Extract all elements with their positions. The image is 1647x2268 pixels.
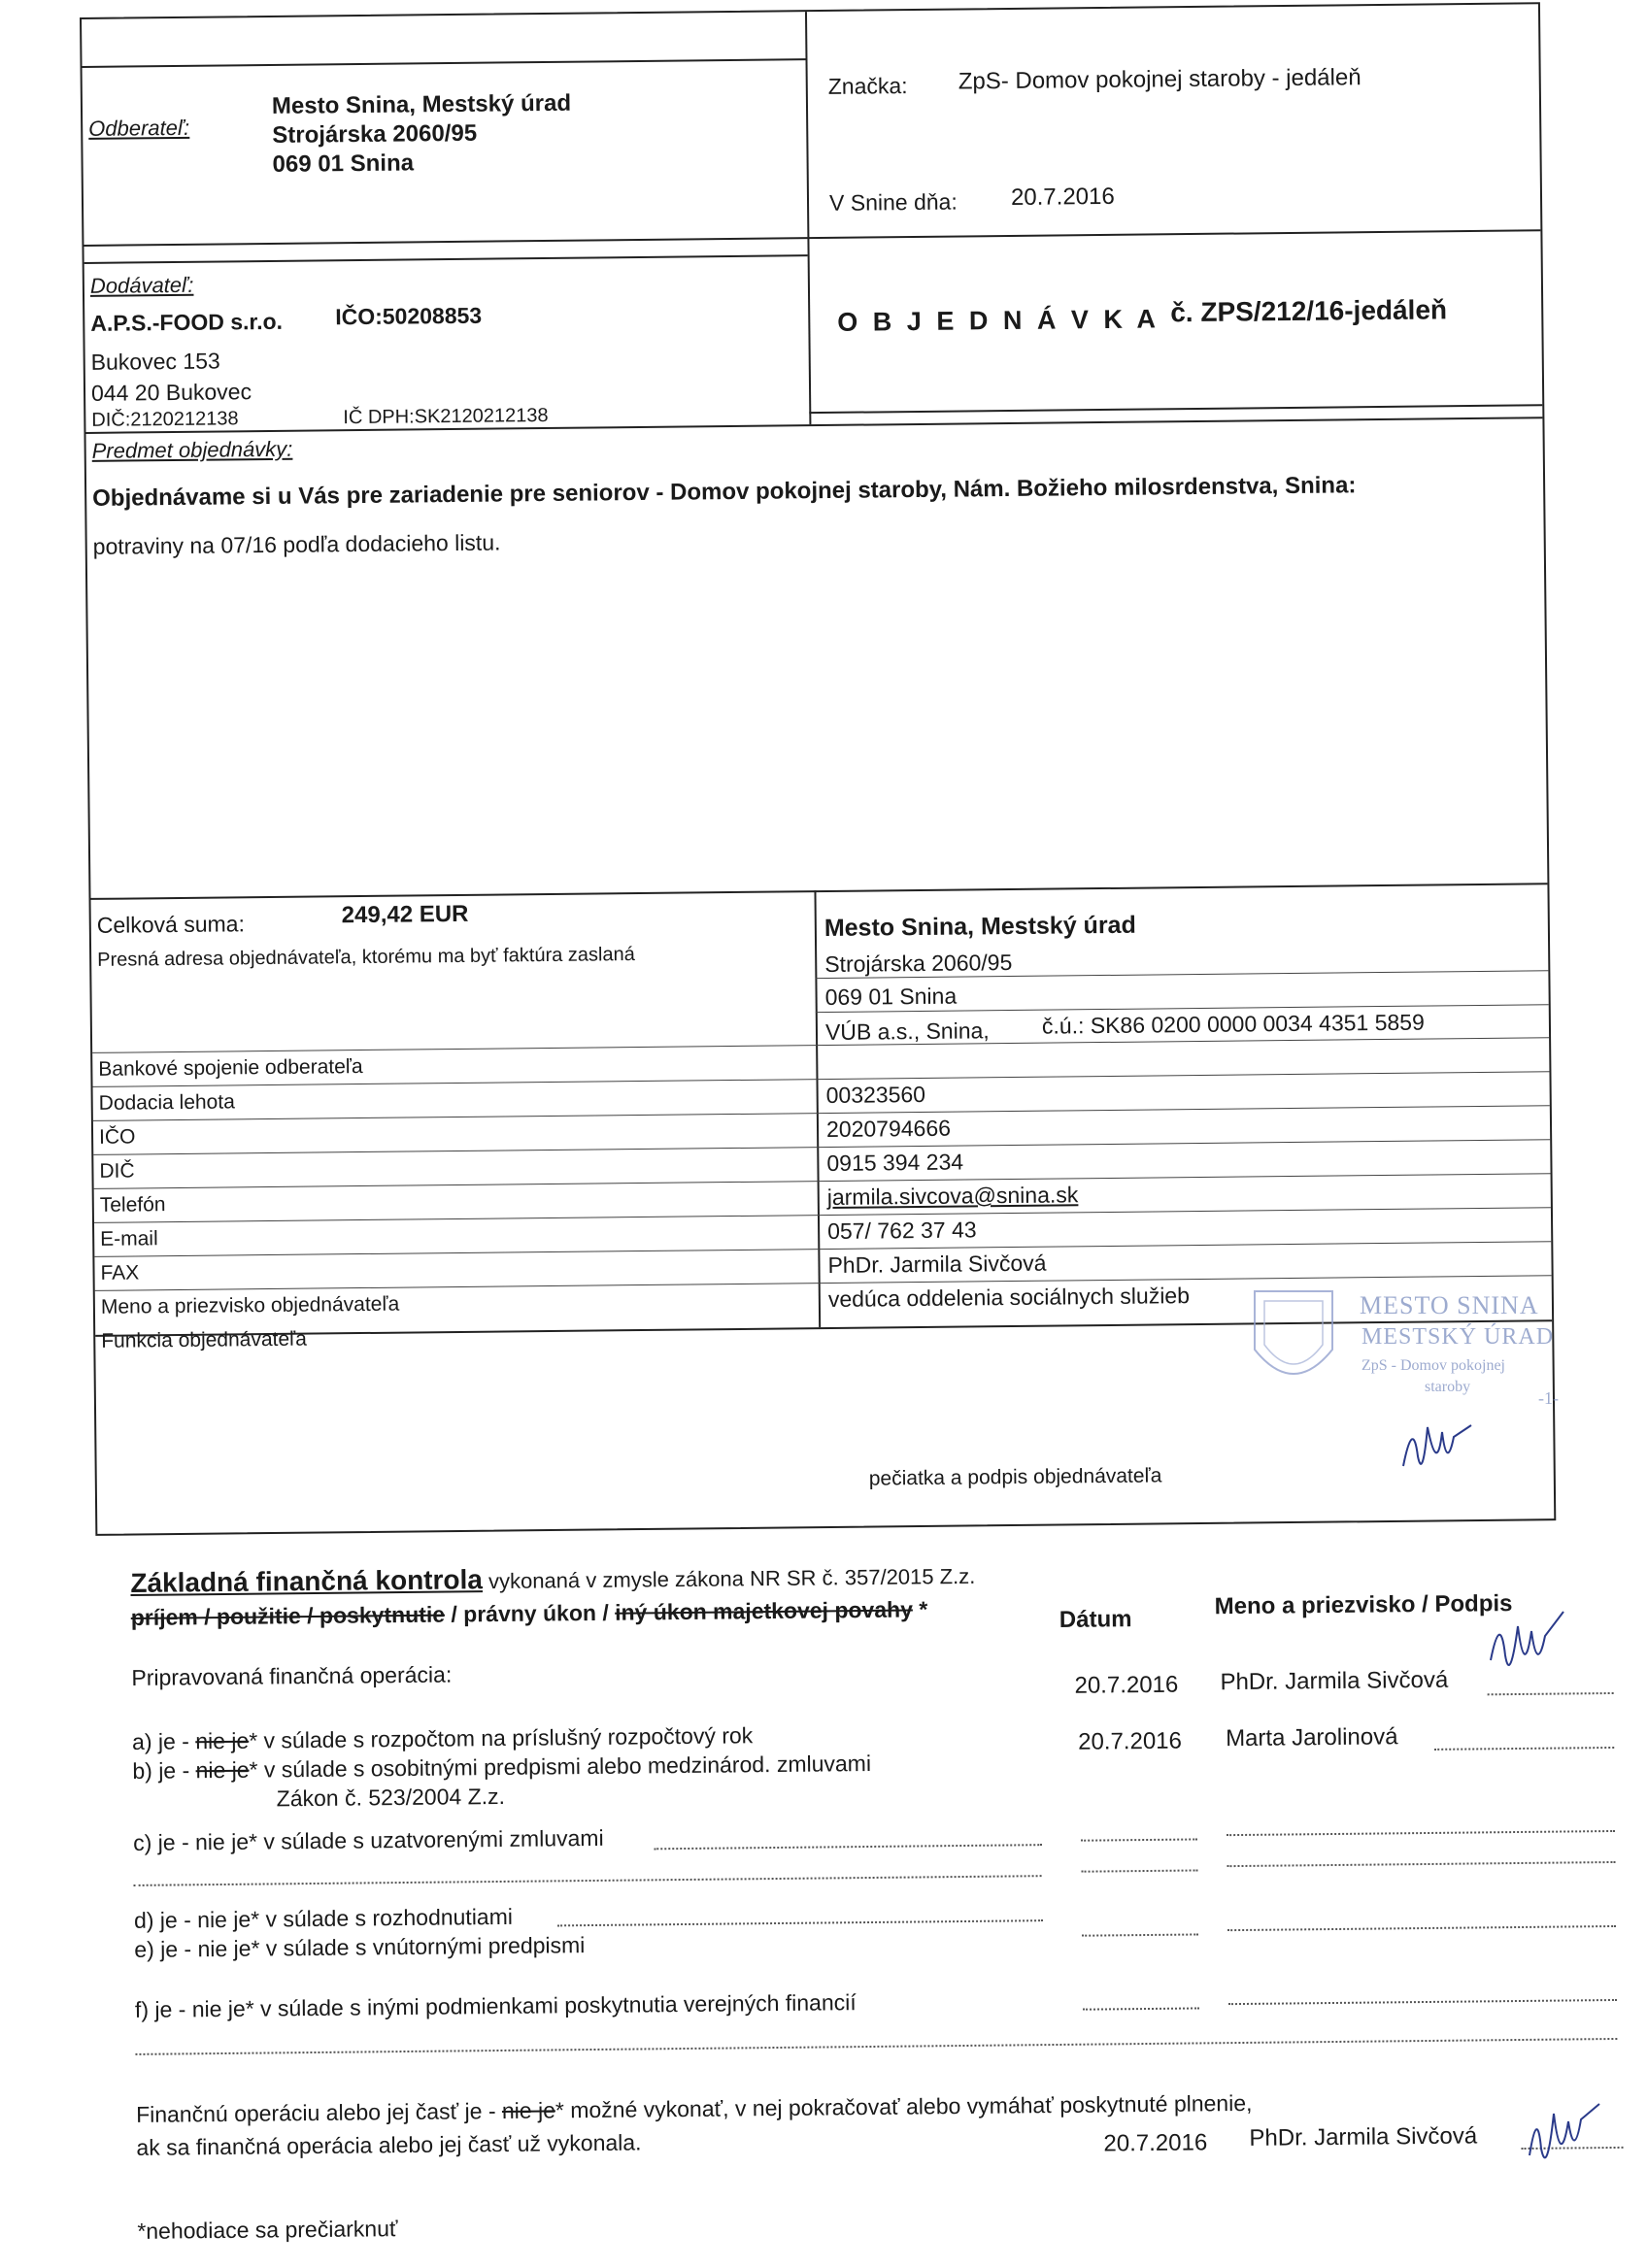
dodavatel-address2: 044 20 Bukovec <box>90 379 252 406</box>
final-date: 20.7.2016 <box>1103 2129 1208 2157</box>
signature-icon <box>1520 2092 1617 2185</box>
dodavatel-ic-dph: IČ DPH:SK2120212138 <box>343 404 549 429</box>
dotted-line <box>557 1919 1043 1926</box>
predmet-line2: potraviny na 07/16 podľa dodacieho listu. <box>92 529 501 559</box>
row-label-meno: Meno a priezvisko objednávateľa <box>100 1292 400 1318</box>
divider <box>814 890 821 1327</box>
line-a-text: * v súlade s rozpočtom na príslušný rozpočtový rok <box>249 1722 754 1753</box>
znacka-label: Značka: <box>827 73 908 99</box>
dodavatel-address1: Bukovec 153 <box>90 348 220 375</box>
line-b-pre: b) je - <box>132 1757 196 1784</box>
row-value-ico: 2020794666 <box>825 1115 952 1143</box>
dotted-line <box>135 2038 1617 2055</box>
row-label-bank: Bankové spojenie odberateľa <box>98 1055 363 1081</box>
dodavatel-label: Dodávateľ: <box>89 272 194 298</box>
row-label-telefon: Telefón <box>99 1193 166 1217</box>
row-label-funkcia: Funkcia objednávateľa <box>101 1327 307 1352</box>
line-a-pre: a) je - <box>131 1728 196 1754</box>
signature-icon <box>1384 1398 1491 1485</box>
divider <box>93 1139 1550 1155</box>
line-b-struck: nie je <box>195 1756 250 1784</box>
divider <box>84 229 1540 247</box>
signature-icon <box>1481 1602 1578 1694</box>
divider <box>94 1207 1551 1223</box>
column-date: Dátum <box>1059 1606 1132 1633</box>
final-text: * možné vykonať, v nej pokračovať alebo vymáhať poskytnuté plnenie, <box>555 2089 1253 2123</box>
control-title-line <box>130 1559 975 1599</box>
dotted-line <box>1227 1861 1615 1867</box>
znacka-value: ZpS- Domov pokojnej staroby - jedáleň <box>958 64 1361 95</box>
dodavatel-dic: DIČ:2120212138 <box>91 408 239 431</box>
final-line-2: ak sa finančná operácia alebo jej časť už vykonala. <box>136 2129 642 2160</box>
final-statement <box>136 2090 1253 2128</box>
odberatel-name: Mesto Snina, Mestský úrad <box>271 89 572 119</box>
divider <box>805 12 809 237</box>
operation-intro: Pripravovaná finančná operácia: <box>131 1661 453 1690</box>
line-a-name: PhDr. Jarmila Sivčová <box>1220 1666 1449 1696</box>
order-title: O B J E D N Á V K A <box>837 304 1160 337</box>
control-title-rest: vykonaná v zmysle zákona NR SR č. 357/2015 Z.z. <box>482 1563 976 1594</box>
divider <box>93 1105 1550 1121</box>
dotted-line <box>1083 2007 1199 2010</box>
row-label-fax: FAX <box>100 1261 140 1284</box>
divider <box>92 1037 1549 1053</box>
dotted-line <box>654 1844 1042 1850</box>
official-stamp <box>1245 1282 1580 1408</box>
line-b-law: Zákon č. 523/2004 Z.z. <box>276 1783 506 1812</box>
invoice-address-city: 069 01 Snina <box>824 983 958 1011</box>
dotted-line <box>1227 1925 1616 1931</box>
total-value: 249,42 EUR <box>341 900 469 929</box>
divider <box>807 237 811 424</box>
control-subtitle <box>131 1596 928 1631</box>
final-struck: nie je <box>501 2097 556 2123</box>
date-label: V Snine dňa: <box>828 188 958 216</box>
dotted-line <box>134 1875 1042 1886</box>
divider <box>94 1173 1551 1189</box>
final-pre: Finančnú operáciu alebo jej časť je - <box>135 2097 503 2127</box>
stamp-emblem-icon <box>1245 1282 1342 1398</box>
row-value-dodacia-lehota: 00323560 <box>825 1081 926 1109</box>
line-a-struck: nie je <box>195 1727 250 1754</box>
row-label-dodacia-lehota: Dodacia lehota <box>98 1090 235 1115</box>
dodavatel-ico: IČO:50208853 <box>335 302 483 330</box>
divider <box>90 883 1547 900</box>
bank-value: VÚB a.s., Snina, <box>824 1017 990 1046</box>
line-b <box>132 1751 871 1784</box>
predmet-line1: Objednávame si u Vás pre zariadenie pre seniorov - Domov pokojnej staroby, Nám. Božieho milosrdenstva, Snina: <box>92 472 1357 512</box>
divider <box>85 417 1542 434</box>
predmet-label: Predmet objednávky: <box>91 436 293 463</box>
odberatel-street: Strojárska 2060/95 <box>272 119 478 149</box>
account-value: č.ú.: SK86 0200 0000 0034 4351 5859 <box>1041 1009 1425 1039</box>
line-b-text: * v súlade s osobitnými predpismi alebo medzinárod. zmluvami <box>249 1750 872 1783</box>
divider <box>83 58 806 68</box>
subtitle-star: * <box>912 1596 928 1622</box>
column-name: Meno a priezvisko / Podpis <box>1214 1590 1513 1620</box>
stamp-line-5: -1- <box>1538 1388 1559 1408</box>
line-a <box>132 1722 753 1755</box>
row-value-fax: PhDr. Jarmila Sivčová <box>827 1250 1047 1279</box>
footnote: *nehodiace sa prečiarknuť <box>137 2216 398 2244</box>
row-value-dic: 0915 394 234 <box>826 1149 964 1177</box>
dotted-line <box>1227 1830 1615 1836</box>
line-f: f) je - nie je* v súlade s inými podmienkami poskytnutia verejných financií <box>134 1989 857 2022</box>
stamp-caption: pečiatka a podpis objednávateľa <box>868 1464 1162 1490</box>
row-value-email: 057/ 762 37 43 <box>826 1217 977 1245</box>
divider <box>94 1241 1551 1257</box>
line-c: c) je - nie je* v súlade s uzatvorenými zmluvami <box>133 1824 604 1855</box>
control-section <box>126 1533 1629 2248</box>
invoice-address-street: Strojárska 2060/95 <box>824 949 1013 978</box>
dotted-line <box>1082 1933 1198 1936</box>
dotted-line <box>1434 1747 1614 1751</box>
subtitle-struck-1: príjem / použitie / poskytnutie <box>130 1601 446 1630</box>
dodavatel-name: A.P.S.-FOOD s.r.o. <box>90 308 284 336</box>
stamp-line-1: MESTO SNINA <box>1360 1291 1539 1319</box>
control-title: Základná finančná kontrola <box>130 1564 484 1598</box>
divider <box>84 254 808 264</box>
divider <box>809 404 1542 414</box>
stamp-line-3: ZpS - Domov pokojnej <box>1361 1357 1505 1374</box>
row-label-email: E-mail <box>100 1227 158 1251</box>
dotted-line <box>1082 1869 1198 1872</box>
dotted-line <box>1081 1838 1197 1841</box>
row-label-dic: DIČ <box>99 1159 135 1183</box>
line-a-date: 20.7.2016 <box>1074 1671 1179 1699</box>
dotted-line <box>1228 1999 1617 2005</box>
row-value-meno: vedúca oddelenia sociálnych služieb <box>827 1283 1191 1312</box>
invoice-address-name: Mesto Snina, Mestský úrad <box>824 911 1136 943</box>
line-e: e) je - nie je* v súlade s vnútornými predpismi <box>134 1932 586 1962</box>
stamp-line-2: MESTSKÝ ÚRAD <box>1361 1324 1555 1350</box>
order-number: č. ZPS/212/16-jedáleň <box>1170 294 1448 328</box>
row-label-ico: IČO <box>98 1125 136 1149</box>
date-value: 20.7.2016 <box>1010 183 1115 211</box>
line-b-name: Marta Jarolinová <box>1225 1723 1398 1752</box>
line-d: d) je - nie je* v súlade s rozhodnutiami <box>133 1903 514 1933</box>
final-name: PhDr. Jarmila Sivčová <box>1249 2122 1478 2151</box>
row-value-telefon: jarmila.sivcova@snina.sk <box>826 1182 1079 1211</box>
subtitle-mid: / právny úkon / <box>444 1599 616 1627</box>
invoice-address-label: Presná adresa objednávateľa, ktorému ma byť faktúra zaslaná <box>97 944 635 971</box>
subtitle-struck-2: iný úkon majetkovej povahy <box>615 1596 914 1625</box>
total-label: Celková suma: <box>96 911 246 938</box>
line-b-date: 20.7.2016 <box>1077 1727 1183 1755</box>
stamp-line-4: staroby <box>1425 1379 1471 1395</box>
odberatel-label: Odberateľ: <box>88 115 190 141</box>
odberatel-city: 069 01 Snina <box>272 150 415 178</box>
